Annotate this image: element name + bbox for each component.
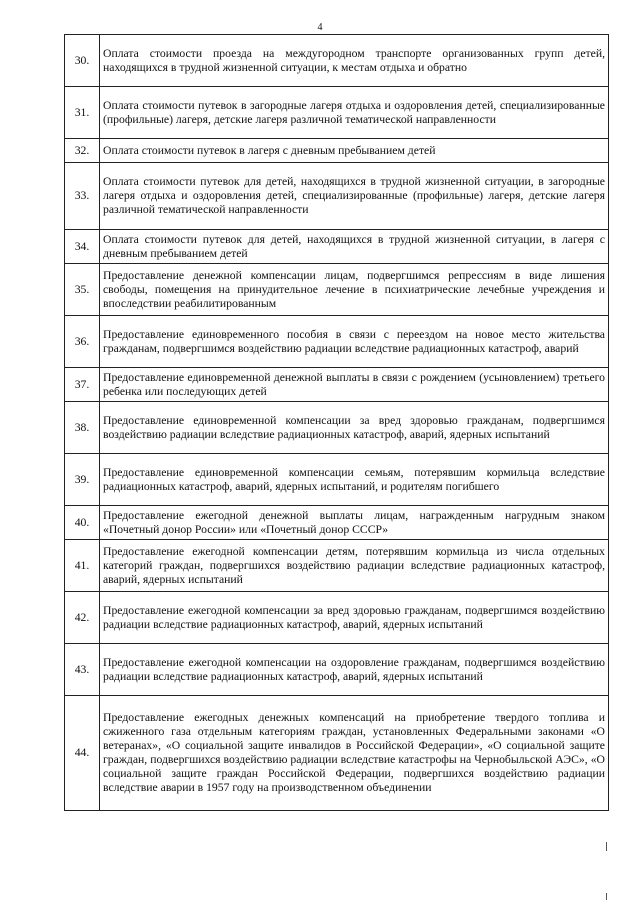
row-number: 40. (65, 506, 100, 540)
table-row (65, 368, 609, 402)
row-text: Предоставление денежной компенсации лицам, подвергшимся репрессиям в виде лишения свободы, помещения на принудительное лечение в психиатрические лечебные учреждения и впоследствии реабилитированным (100, 264, 609, 316)
row-number: 35. (65, 264, 100, 316)
table-row (65, 402, 609, 454)
row-number: 36. (65, 316, 100, 368)
scan-mark (606, 893, 607, 900)
row-text: Оплата стоимости путевок для детей, находящихся в трудной жизненной ситуации, в загородные лагеря отдыха и оздоровления детей, специализированные (профильные) лагеря, детские лагеря различной тематической направленности (100, 163, 609, 230)
row-text: Предоставление единовременной компенсации семьям, потерявшим кормильца вследствие радиационных катастроф, аварий, ядерных испытаний, и родителям погибшего (100, 454, 609, 506)
table-row (65, 316, 609, 368)
row-number: 32. (65, 139, 100, 163)
table-row (65, 264, 609, 316)
row-text: Предоставление ежегодной компенсации за вред здоровью гражданам, подвергшимся воздействию радиации вследствие радиационных катастроф, аварий, ядерных испытаний (100, 592, 609, 644)
row-text: Предоставление ежегодных денежных компенсаций на приобретение твердого топлива и сжиженного газа отдельным категориям граждан, установленных Федеральными законами «О ветеранах», «О социальной защите инвалидов в Российской Федерации», «О социальной защите граждан, подвергшихся воздействию радиации вследствие катастрофы на Чернобыльской АЭС», «О социальной защите граждан Российской Федерации, подвергшихся воздействию радиации вследствие аварии в 1957 году на производственном объединении (100, 696, 609, 811)
row-number: 43. (65, 644, 100, 696)
row-number: 30. (65, 35, 100, 87)
table-row (65, 87, 609, 139)
row-number: 33. (65, 163, 100, 230)
table-row (65, 540, 609, 592)
row-text: Предоставление единовременной денежной выплаты в связи с рождением (усыновлением) третьего ребенка или последующих детей (100, 368, 609, 402)
services-table (64, 34, 609, 811)
row-number: 39. (65, 454, 100, 506)
row-number: 34. (65, 230, 100, 264)
row-text: Предоставление единовременной компенсации за вред здоровью гражданам, подвергшимся воздействию радиации вследствие радиационных катастроф, аварий, ядерных испытаний (100, 402, 609, 454)
row-text: Оплата стоимости путевок в лагеря с дневным пребыванием детей (100, 139, 609, 163)
row-text: Предоставление ежегодной компенсации детям, потерявшим кормильца из числа отдельных категорий граждан, подвергшихся воздействию радиации вследствие радиационных катастроф, аварий, ядерных испытаний (100, 540, 609, 592)
table-row (65, 696, 609, 811)
table-row (65, 644, 609, 696)
table-row (65, 35, 609, 87)
page-number: 4 (317, 22, 323, 33)
table-row (65, 592, 609, 644)
row-number: 41. (65, 540, 100, 592)
table-row (65, 454, 609, 506)
table-row (65, 163, 609, 230)
row-number: 44. (65, 696, 100, 811)
row-number: 38. (65, 402, 100, 454)
row-number: 31. (65, 87, 100, 139)
row-number: 42. (65, 592, 100, 644)
row-text: Оплата стоимости проезда на междугородном транспорте организованных групп детей, находящихся в трудной жизненной ситуации, к местам отдыха и обратно (100, 35, 609, 87)
row-text: Предоставление ежегодной компенсации на оздоровление гражданам, подвергшимся воздействию радиации вследствие радиационных катастроф, аварий, ядерных испытаний (100, 644, 609, 696)
row-text: Предоставление единовременного пособия в связи с переездом на новое место жительства гражданам, подвергшимся воздействию радиации вследствие радиационных катастроф, аварий (100, 316, 609, 368)
table-row (65, 230, 609, 264)
scan-mark (606, 842, 607, 851)
row-text: Оплата стоимости путевок в загородные лагеря отдыха и оздоровления детей, специализированные (профильные) лагеря, детские лагеря различной тематической направленности (100, 87, 609, 139)
table-row (65, 506, 609, 540)
row-number: 37. (65, 368, 100, 402)
row-text: Оплата стоимости путевок для детей, находящихся в трудной жизненной ситуации, в лагеря с дневным пребыванием детей (100, 230, 609, 264)
table-row (65, 139, 609, 163)
row-text: Предоставление ежегодной денежной выплаты лицам, награжденным нагрудным знаком «Почетный донор России» или «Почетный донор СССР» (100, 506, 609, 540)
